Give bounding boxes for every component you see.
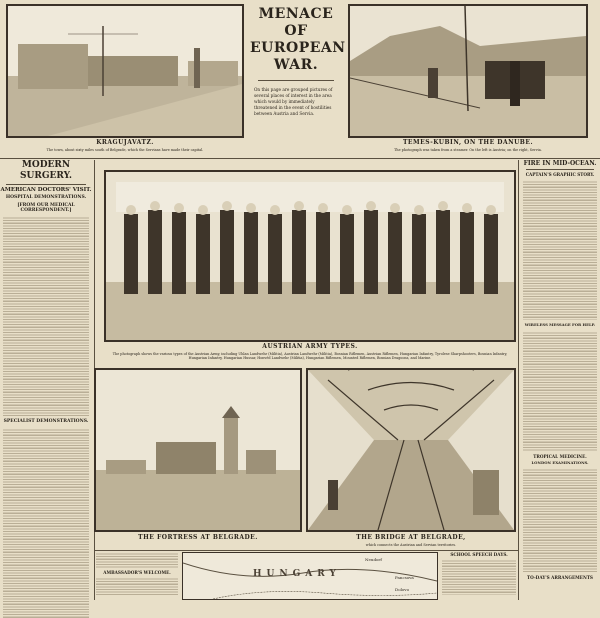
- fortress-title: THE FORTRESS AT BELGRADE.: [138, 534, 258, 541]
- map-town-dolovo: Dolovo: [395, 587, 409, 592]
- tropical-heading: TROPICAL MEDICINE.: [533, 453, 587, 459]
- temes-kubin-title: TEMES-KUBIN, ON THE DANUBE.: [402, 139, 534, 146]
- map-inset: [182, 552, 438, 600]
- photo-kragujavatz: [6, 4, 244, 138]
- kragujavatz-illustration: [8, 6, 242, 136]
- correspondent-heading: [FROM OUR MEDICAL CORRESPONDENT.]: [17, 202, 75, 213]
- fortress-illustration: [96, 370, 300, 530]
- map-town-neudorf: Neudorf: [365, 557, 382, 562]
- bridge-title: THE BRIDGE AT BELGRADE,: [356, 534, 466, 541]
- ambassador-heading: AMBASSADOR'S WELCOME.: [103, 570, 171, 575]
- temes-kubin-caption: The photograph was taken from a steamer. On the left is Austria; on the right, Servia.: [394, 148, 542, 152]
- fire-heading: FIRE IN MID-OCEAN.: [523, 160, 597, 167]
- specialist-heading: SPECIALIST DEMONSTRATIONS.: [3, 419, 89, 425]
- london-exam-heading: LONDON EXAMINATIONS.: [531, 459, 589, 465]
- map-hungary-label: HUNGARY: [253, 569, 341, 579]
- page-title: MENACE OF EUROPEAN WAR.: [250, 6, 346, 73]
- modern-surgery-heading: MODERN SURGERY.: [20, 160, 72, 181]
- photo-austrian-army: [104, 170, 516, 342]
- danube-illustration: [350, 6, 586, 136]
- captain-story-heading: CAPTAIN'S GRAPHIC STORY.: [525, 172, 595, 178]
- left-column: [0, 160, 92, 600]
- army-illustration: [106, 172, 514, 340]
- bridge-illustration: [308, 370, 514, 530]
- kragujavatz-caption: The town, about sixty miles south of Belgrade, which the Servians have made their capital.: [46, 148, 204, 152]
- headline-block: [250, 6, 346, 156]
- photo-temes-kubin: [348, 4, 588, 138]
- photo-fortress: [94, 368, 302, 532]
- map-town-pancsova: Pancsova: [395, 575, 414, 580]
- army-title: AUSTRIAN ARMY TYPES.: [262, 343, 358, 350]
- hospital-demos-heading: HOSPITAL DEMONSTRATIONS.: [5, 195, 87, 201]
- ambassador-section: [96, 552, 178, 600]
- kragujavatz-title: KRAGUJAVATZ.: [96, 139, 154, 146]
- school-section: [442, 552, 516, 600]
- wireless-heading: WIRELESS MESSAGE FOR HELP.: [524, 322, 596, 328]
- army-caption: The photograph shows the various types of the Austrian Army, including Uhlan Landwehr (Militia), Austrian Landwehr (Militia), Bosnian Riflemen, Austrian Riflemen, Hungarian Infantry, Tyrolese Sharpshooters, Bosnian Infantry, Hungarian Infantry, Hungarian Hussar, Honvéd Landwehr (Militia), Hungarian Riflemen, Mounted Riflemen, Bosnian Dragoons, and Marine.: [112, 352, 508, 361]
- school-heading: SCHOOL SPEECH DAYS.: [450, 552, 508, 557]
- right-column: [520, 160, 600, 600]
- photo-bridge: [306, 368, 516, 532]
- intro-text: On this page are grouped pictures of several places of interest in the area which would by immediately threatened in the event of hostilities between Austria and Servia.: [254, 87, 333, 116]
- todays-arrangements-heading: TO-DAY'S ARRANGEMENTS: [527, 575, 593, 581]
- bridge-caption: which connects the Austrian and Servian territories.: [365, 543, 457, 547]
- american-doctors-heading: AMERICAN DOCTORS' VISIT.: [0, 186, 92, 193]
